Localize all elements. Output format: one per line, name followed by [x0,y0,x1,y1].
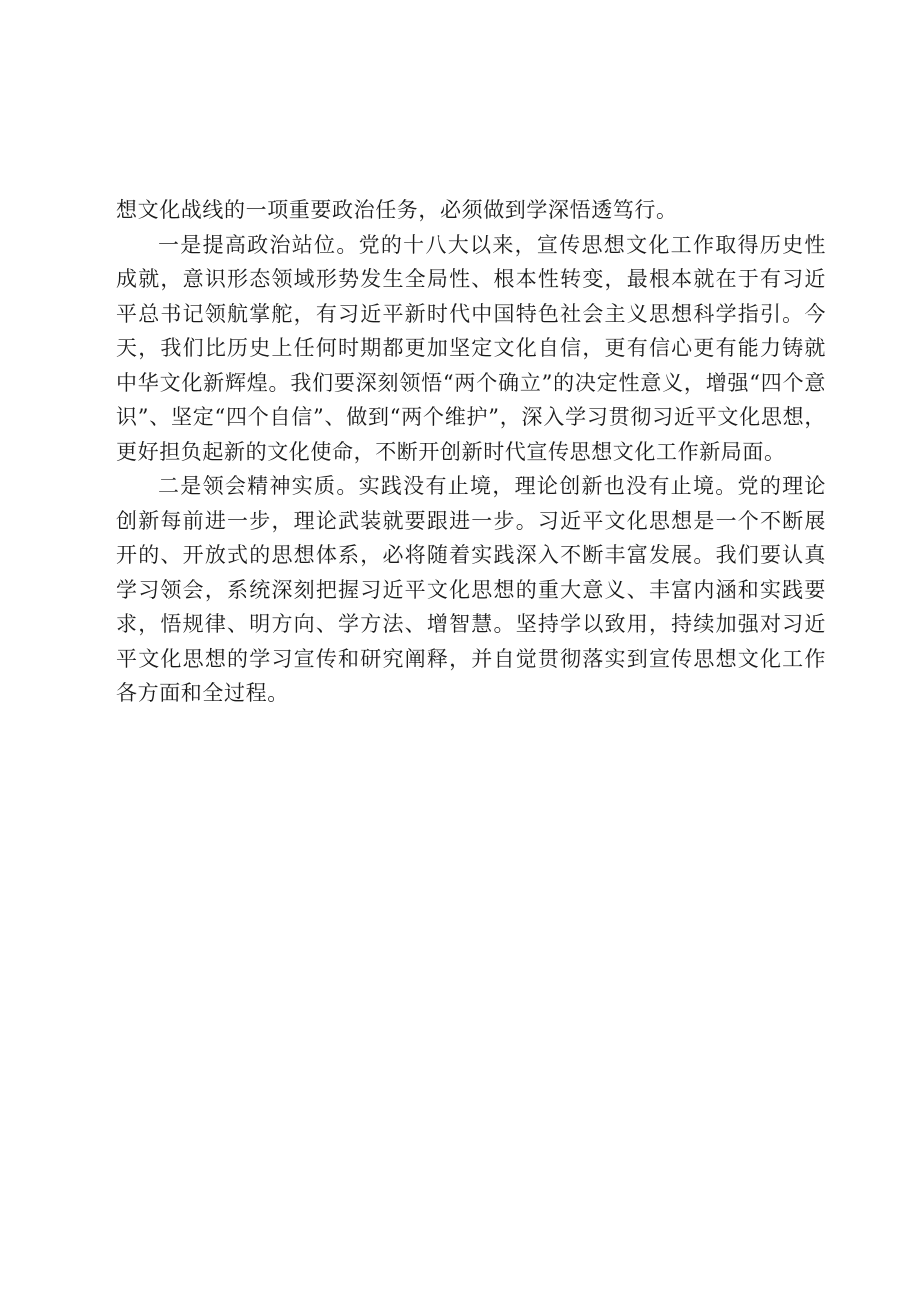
paragraph-spiritual-essence: 二是领会精神实质。实践没有止境，理论创新也没有止境。党的理论创新每前进一步，理论武装就要跟进一步。习近平文化思想是一个不断展开的、开放式的思想体系，必将随着实践深入不断丰富发展。我们要认真学习领会，系统深刻把握习近平文化思想的重大意义、丰富内涵和实践要求，悟规律、明方向、学方法、增智慧。坚持学以致用，持续加强对习近平文化思想的学习宣传和研究阐释，并自觉贯彻落实到宣传思想文化工作各方面和全过程。 [116,474,826,705]
paragraph-continuation: 想文化战线的一项重要政治任务，必须做到学深悟透笃行。 [116,198,678,222]
document-body [116,193,826,711]
paragraph-political-stance: 一是提高政治站位。党的十八大以来，宣传思想文化工作取得历史性成就，意识形态领域形势发生全局性、根本性转变，最根本就在于有习近平总书记领航掌舵，有习近平新时代中国特色社会主义思想科学指引。今天，我们比历史上任何时期都更加坚定文化自信，更有信心更有能力铸就中华文化新辉煌。我们要深刻领悟“两个确立”的决定性意义，增强“四个意识”、坚定“四个自信”、做到“两个维护”，深入学习贯彻习近平文化思想，更好担负起新的文化使命，不断开创新时代宣传思想文化工作新局面。 [116,232,826,464]
